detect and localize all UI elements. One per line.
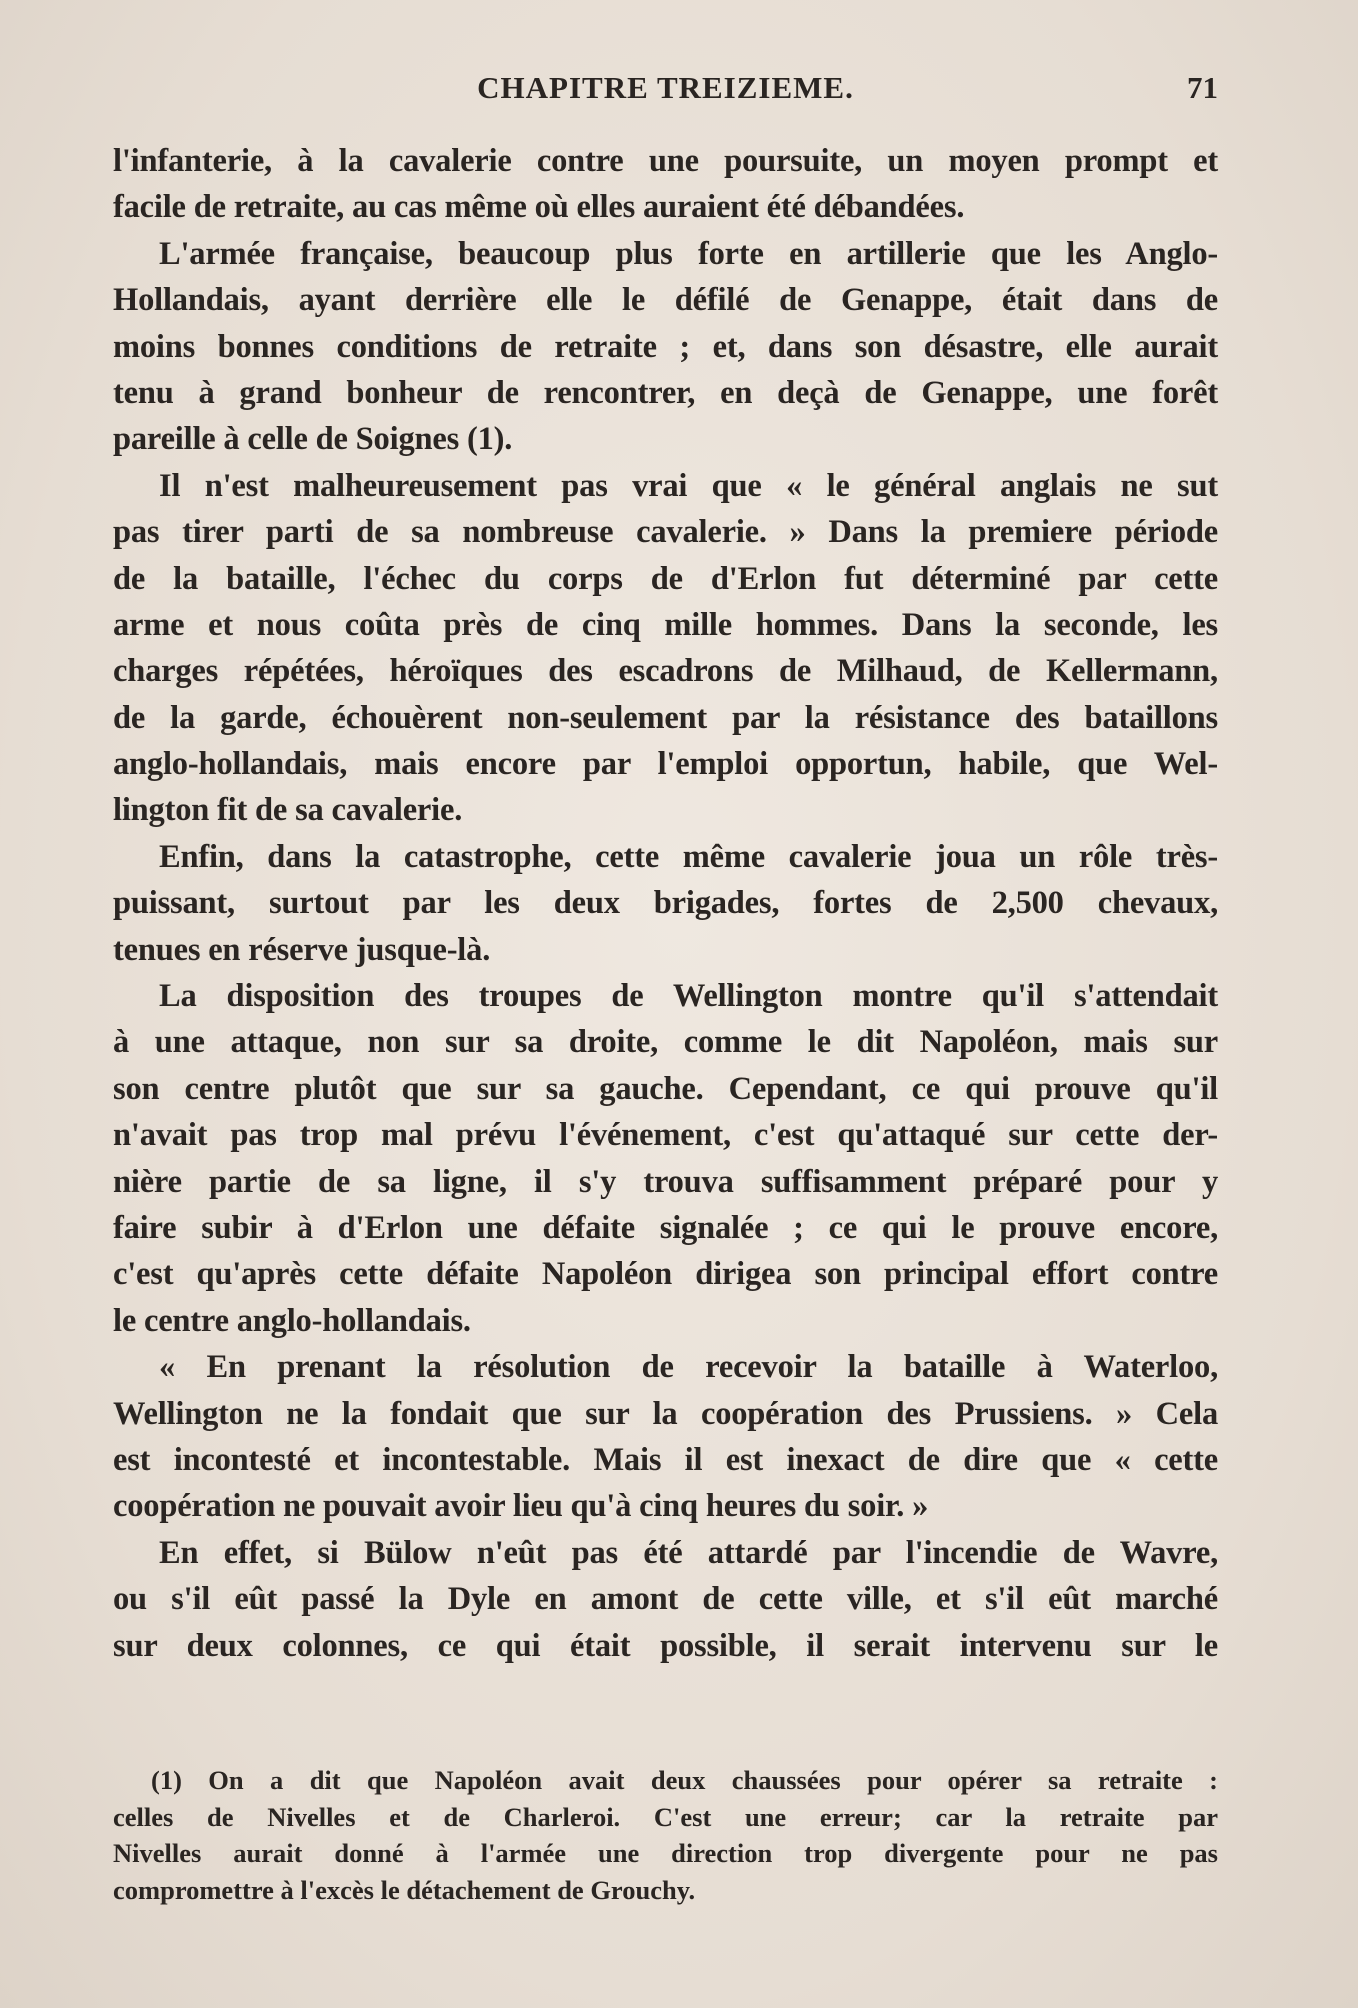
text-line: arme et nous coûta près de cinq mille hommes. Dans la seconde, les — [113, 606, 1218, 643]
paragraph — [113, 973, 1218, 1344]
footnote-line: celles de Nivelles et de Charleroi. C'est une erreur; car la retraite par — [113, 1801, 1218, 1832]
text-line: sur deux colonnes, ce qui était possible, il serait intervenu sur le — [113, 1627, 1218, 1664]
text-line: puissant, surtout par les deux brigades, fortes de 2,500 chevaux, — [113, 885, 1218, 922]
text-line: le centre anglo-hollandais. — [113, 1302, 471, 1339]
paragraph — [113, 138, 1218, 231]
text-line: ou s'il eût passé la Dyle en amont de cette ville, et s'il eût marché — [113, 1581, 1218, 1618]
text-line: à une attaque, non sur sa droite, comme le dit Napoléon, mais sur — [113, 1024, 1218, 1061]
paragraph — [113, 463, 1218, 834]
text-line: « En prenant la résolution de recevoir la bataille à Waterloo, — [159, 1349, 1218, 1386]
text-line: La disposition des troupes de Wellington montre qu'il s'attendait — [159, 978, 1218, 1015]
text-line: n'avait pas trop mal prévu l'événement, c'est qu'attaqué sur cette der- — [113, 1117, 1218, 1154]
text-line: En effet, si Bülow n'eût pas été attardé par l'incendie de Wavre, — [159, 1534, 1218, 1571]
text-line: Wellington ne la fondait que sur la coopération des Prussiens. » Cela — [113, 1395, 1218, 1432]
text-line: Enfin, dans la catastrophe, cette même cavalerie joua un rôle très- — [159, 838, 1218, 875]
paragraph — [113, 834, 1218, 973]
text-line: de la garde, échouèrent non-seulement par la résistance des bataillons — [113, 699, 1218, 736]
footnote — [113, 1762, 1218, 1908]
text-line: lington fit de sa cavalerie. — [113, 792, 463, 829]
paragraph — [113, 231, 1218, 463]
text-line: pas tirer parti de sa nombreuse cavalerie. » Dans la premiere période — [113, 514, 1218, 551]
text-line: nière partie de sa ligne, il s'y trouva suffisamment préparé pour y — [113, 1163, 1218, 1200]
paragraph — [113, 1530, 1218, 1669]
text-line: coopération ne pouvait avoir lieu qu'à cinq heures du soir. » — [113, 1488, 929, 1525]
body-text — [113, 138, 1218, 1669]
text-line: moins bonnes conditions de retraite ; et, dans son désastre, elle aurait — [113, 328, 1218, 365]
text-line: de la bataille, l'échec du corps de d'Erlon fut déterminé par cette — [113, 560, 1218, 597]
text-line: pareille à celle de Soignes (1). — [113, 421, 513, 458]
text-line: L'armée française, beaucoup plus forte en artillerie que les Anglo- — [159, 235, 1218, 272]
footnote-line: compromettre à l'excès le détachement de Grouchy. — [113, 1874, 696, 1905]
text-line: son centre plutôt que sur sa gauche. Cependant, ce qui prouve qu'il — [113, 1070, 1218, 1107]
text-line: l'infanterie, à la cavalerie contre une poursuite, un moyen prompt et — [113, 143, 1218, 179]
text-line: Il n'est malheureusement pas vrai que « le général anglais ne sut — [159, 467, 1218, 504]
text-line: faire subir à d'Erlon une défaite signalée ; ce qui le prouve encore, — [113, 1209, 1218, 1246]
footnote-line: (1) On a dit que Napoléon avait deux chaussées pour opérer sa retraite : — [151, 1765, 1218, 1795]
text-line: Hollandais, ayant derrière elle le défilé de Genappe, était dans de — [113, 282, 1218, 319]
running-title: CHAPITRE TREIZIEME. — [477, 70, 854, 105]
page-number: 71 — [1187, 70, 1218, 105]
text-line: tenu à grand bonheur de rencontrer, en deçà de Genappe, une forêt — [113, 374, 1218, 411]
text-line: est incontesté et incontestable. Mais il est inexact de dire que « cette — [113, 1441, 1218, 1478]
text-line: facile de retraite, au cas même où elles auraient été débandées. — [113, 189, 965, 226]
paragraph — [113, 1344, 1218, 1530]
text-line: c'est qu'après cette défaite Napoléon dirigea son principal effort contre — [113, 1256, 1218, 1293]
text-line: charges répétées, héroïques des escadrons de Milhaud, de Kellermann, — [113, 653, 1218, 690]
text-line: anglo-hollandais, mais encore par l'emploi opportun, habile, que Wel- — [113, 746, 1218, 783]
footnote-line: Nivelles aurait donné à l'armée une direction trop divergente pour ne pas — [113, 1838, 1218, 1868]
page-header — [113, 70, 1218, 114]
text-line: tenues en réserve jusque-là. — [113, 931, 491, 968]
